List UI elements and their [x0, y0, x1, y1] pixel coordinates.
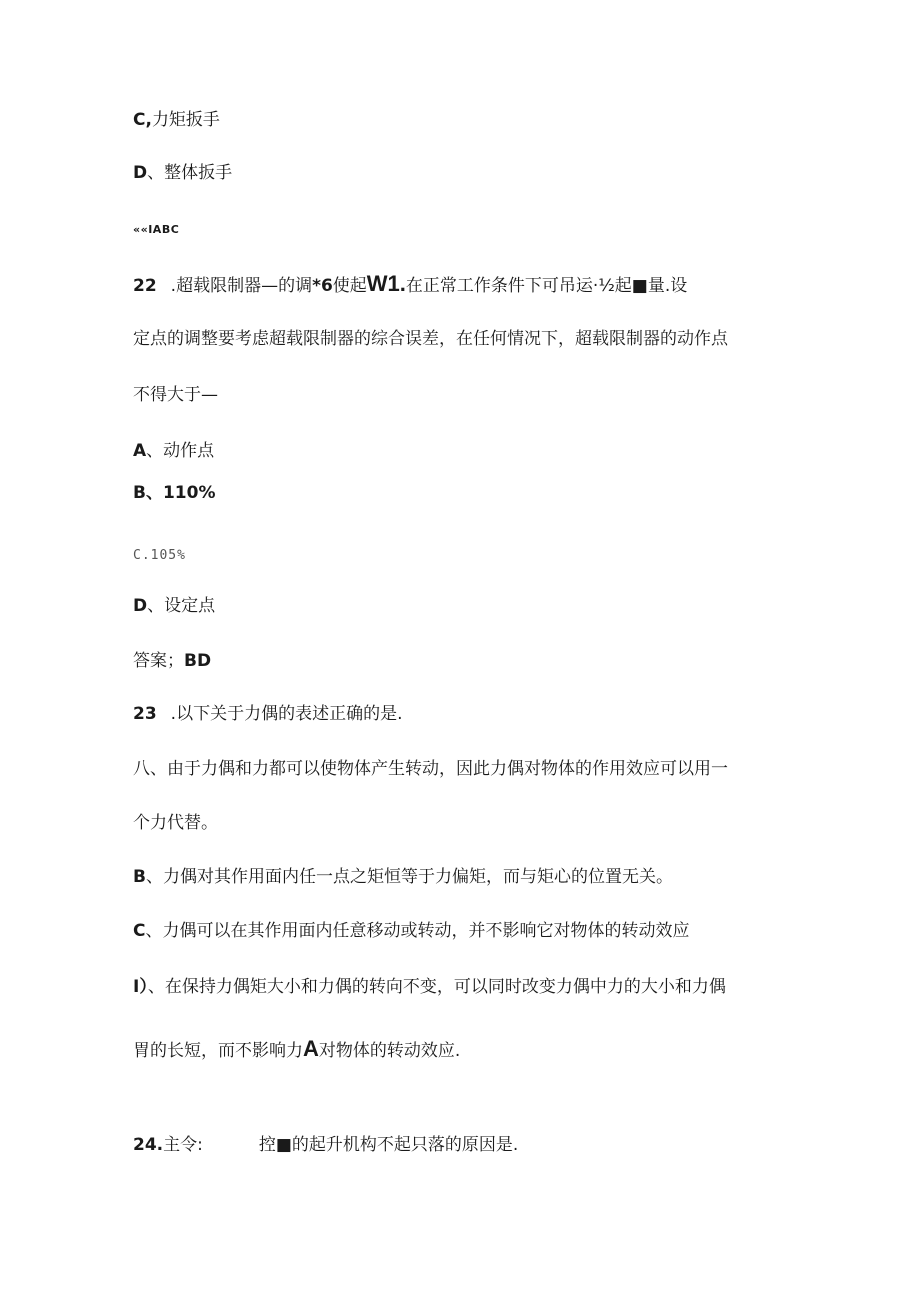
q23-option-d-line-1: [133, 976, 726, 998]
q21-answer-mark: ««IABC: [133, 223, 180, 236]
question-number: 23: [133, 704, 157, 724]
option-text: 、力偶可以在其作用面内任意移动或转动，并不影响它对物体的转动效应: [145, 921, 690, 941]
q21-option-c: [133, 109, 220, 131]
question-number: 22: [133, 276, 157, 296]
q22-title: [133, 273, 687, 297]
q23-title: [133, 703, 402, 725]
q22-option-a: [133, 440, 214, 462]
q23-option-a-line-2: 个力代替。: [133, 813, 218, 833]
text-part-3: 对物体的转动效应.: [318, 1041, 461, 1061]
answer-value: BD: [184, 651, 212, 671]
q24-title: [133, 1134, 518, 1156]
question-text-3: 使起: [332, 276, 367, 296]
q23-option-d-line-2: [133, 1038, 460, 1062]
q22-option-c: C.105%: [133, 548, 186, 563]
option-text: 、整体扳手: [147, 163, 233, 183]
q22-option-b: [133, 482, 216, 504]
q21-option-d: [133, 162, 232, 184]
q22-line-2: 定点的调整要考虑超载限制器的综合误差，在任何情况下，超载限制器的动作点: [133, 329, 728, 349]
answer-label: 答案；: [133, 651, 184, 671]
question-text-4: W1.: [366, 271, 406, 296]
question-text-1: .超载限制器—的调: [170, 276, 313, 296]
question-text-2: 控■的起升机构不起只落的原因是.: [258, 1135, 519, 1155]
option-text: 、设定点: [147, 596, 216, 616]
q23-option-b: [133, 866, 673, 888]
question-text-2: *6: [312, 276, 333, 296]
question-text: .以下关于力偶的表述正确的是.: [170, 704, 403, 724]
question-text-5: 在正常工作条件下可吊运·½起■量.设: [405, 276, 688, 296]
option-letter: A: [133, 441, 147, 461]
q22-answer: [133, 650, 211, 672]
option-text: 、力偶对其作用面内任一点之矩恒等于力偏矩，而与矩心的位置无关。: [145, 867, 673, 887]
option-letter: B: [133, 867, 146, 887]
option-text: 力矩扳手: [151, 110, 220, 130]
option-text: 、在保持力偶矩大小和力偶的转向不变，可以同时改变力偶中力的大小和力偶: [147, 977, 726, 997]
option-letter: D: [133, 163, 148, 183]
option-letter: D: [133, 596, 148, 616]
text-part-2: A: [303, 1036, 319, 1061]
q22-option-d: [133, 595, 215, 617]
option-text: 、110%: [145, 483, 216, 503]
text-part-1: 胃的长短，而不影响力: [133, 1041, 303, 1061]
question-number: 24.: [133, 1135, 164, 1155]
option-text: 、动作点: [146, 441, 215, 461]
question-text-1: 主令:: [163, 1135, 203, 1155]
option-letter: B: [133, 483, 146, 503]
q23-option-c: [133, 920, 689, 942]
q22-line-3: 不得大于—: [133, 385, 218, 405]
q23-option-a-line-1: 八、由于力偶和力都可以使物体产生转动，因此力偶对物体的作用效应可以用一: [133, 759, 728, 779]
option-letter: C: [133, 921, 146, 941]
option-letter: C,: [133, 110, 152, 130]
option-letter: I）: [133, 977, 148, 997]
